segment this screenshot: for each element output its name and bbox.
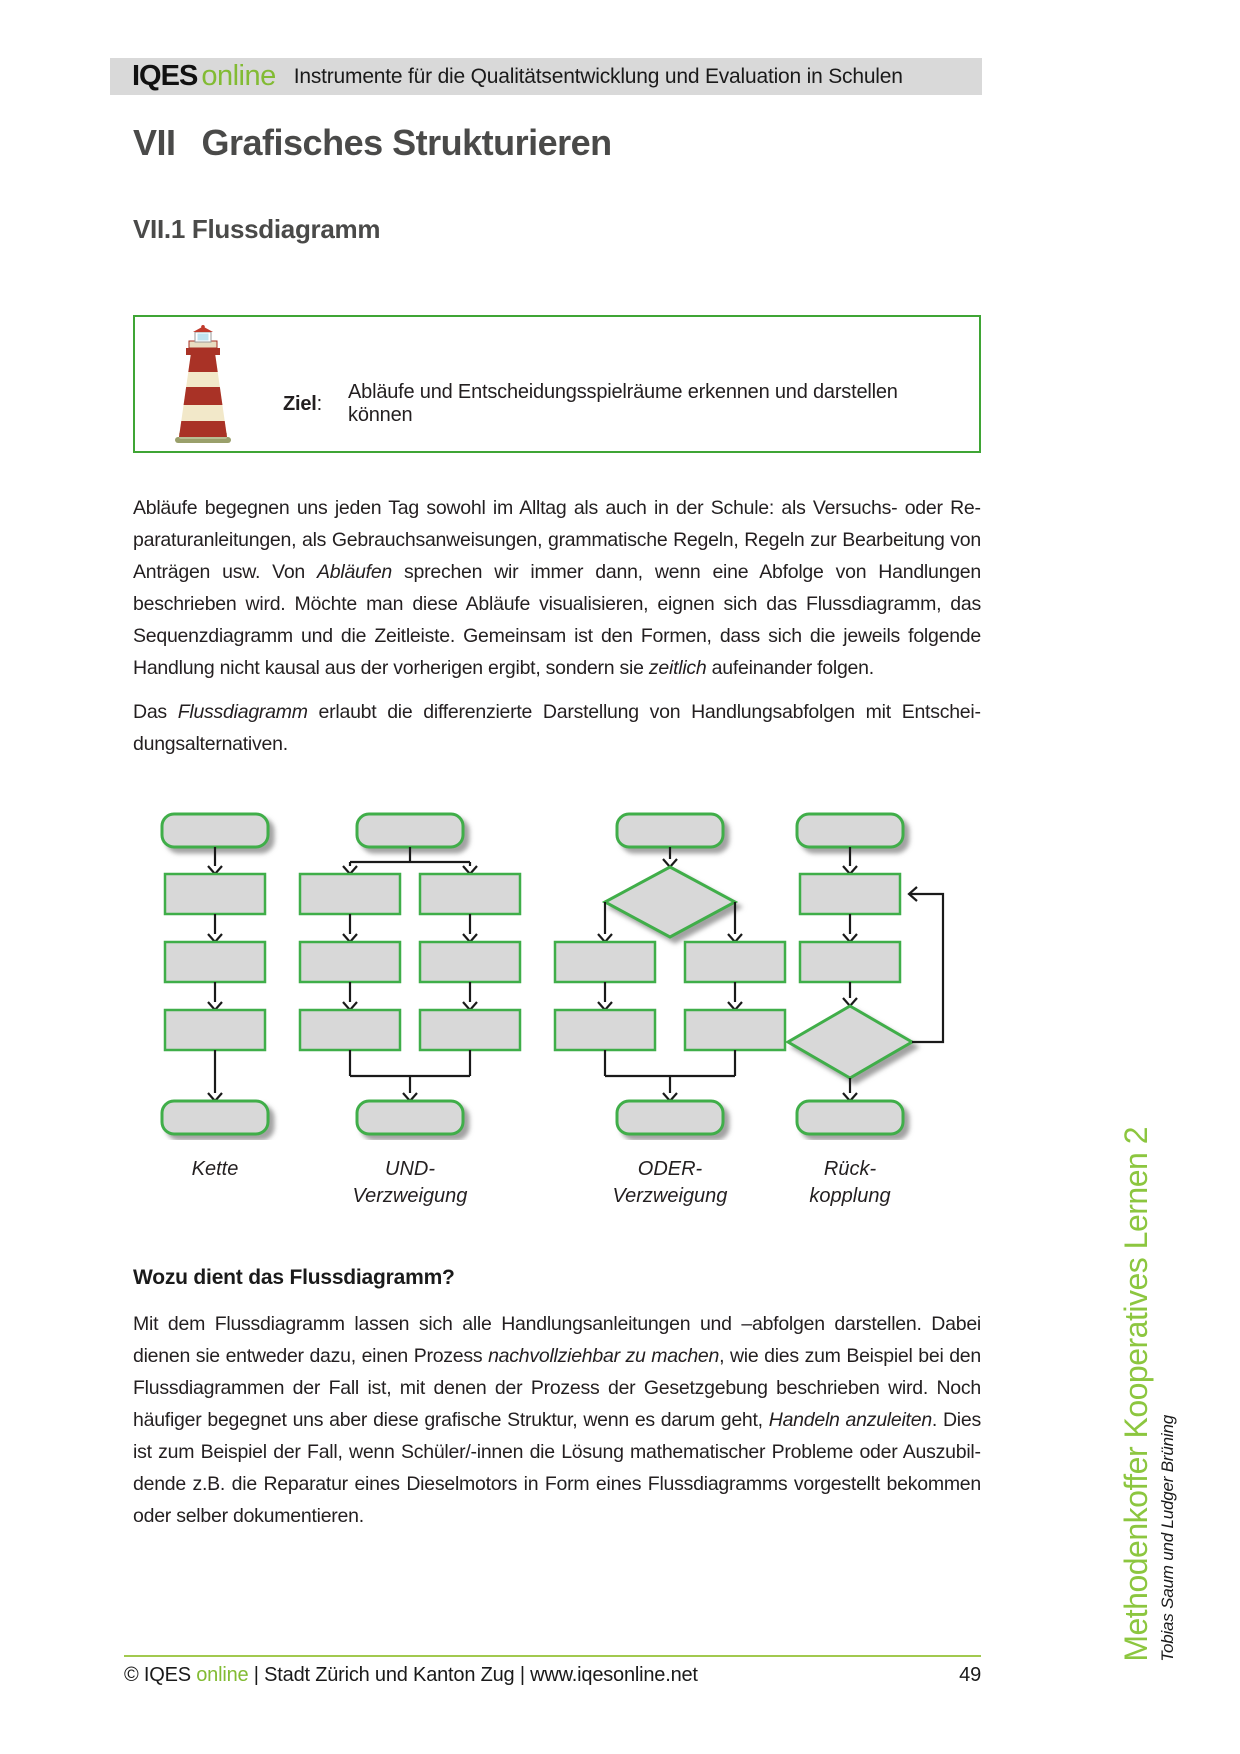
goal-description: Abläufe und Entscheidungsspielräume erkennen und darstellen können bbox=[348, 381, 898, 426]
diagram-label: Kette bbox=[191, 1158, 239, 1180]
process-shape bbox=[300, 942, 400, 982]
paragraph-flussdiagramm: Das Flussdiagramm erlaubt die differenzierte Darstellung von Handlungsabfolgen mit Entscheidungsalternativen. bbox=[133, 701, 981, 755]
goal-text bbox=[283, 337, 965, 471]
flowchart-oder-diagram bbox=[540, 810, 800, 1140]
flowchart-kette bbox=[140, 810, 290, 1183]
goal-label: Ziel bbox=[283, 392, 317, 415]
terminator-shape bbox=[797, 1101, 903, 1134]
process-shape bbox=[300, 1010, 400, 1050]
process-shape bbox=[420, 942, 520, 982]
terminator-shape bbox=[162, 814, 268, 847]
chapter-number: VII bbox=[133, 122, 176, 163]
logo-text-iqes: IQES bbox=[132, 60, 198, 92]
terminator-shape bbox=[357, 814, 463, 847]
flowchart-und-diagram bbox=[290, 810, 530, 1140]
process-shape bbox=[800, 942, 900, 982]
terminator-shape bbox=[162, 1101, 268, 1134]
terminator-shape bbox=[797, 814, 903, 847]
feedback-line bbox=[909, 894, 943, 1042]
series-title-vertical: Methodenkoffer Kooperatives Lernen 2 bbox=[1118, 1127, 1154, 1662]
process-shape bbox=[165, 942, 265, 982]
goal-colon: : bbox=[316, 392, 323, 415]
logo-text-online: online bbox=[201, 60, 276, 92]
sub-heading: Wozu dient das Flussdiagramm? bbox=[133, 1266, 455, 1289]
decision-shape bbox=[788, 1006, 912, 1078]
process-shape bbox=[685, 1010, 785, 1050]
flowchart-kette-diagram bbox=[140, 810, 290, 1140]
process-shape bbox=[555, 1010, 655, 1050]
process-shape bbox=[165, 874, 265, 914]
terminator-shape bbox=[617, 1101, 723, 1134]
paragraph-wozu: Mit dem Flussdiagramm lassen sich alle Handlungsanleitungen und –abfolgen darstellen. Dabei dienen sie entweder dazu, einen Prozess nachvollziehbar zu machen, wie dies zum Beispiel bei den Flussdiagrammen der Fall ist, mit denen der Prozess der Gesetzgebung beschrieben wird. Noch häufiger begegnet uns aber diese grafische Struktur, wenn es darum geht, Handeln anzuleiten. Dies ist zum Beispiel der Fall, wenn Schüler/-innen die Lösung mathematischer Probleme oder Auszubildende z.B. die Reparatur eines Dieselmotors in Form eines Flussdiagramms vorgestellt bekommen oder selber dokumentieren. bbox=[133, 1313, 982, 1527]
flowchart-rueck-diagram bbox=[775, 810, 975, 1140]
diagram-label: UND- Verzweigung bbox=[352, 1158, 468, 1207]
terminator-shape bbox=[617, 814, 723, 847]
header-subtitle: Instrumente für die Qualitätsentwicklung und Evaluation in Schulen bbox=[293, 64, 903, 88]
chapter-title bbox=[133, 122, 612, 164]
process-shape bbox=[165, 1010, 265, 1050]
authors-vertical: Tobias Saum und Ludger Brüning bbox=[1158, 1415, 1177, 1662]
chapter-title-text: Grafisches Strukturieren bbox=[201, 122, 612, 163]
lighthouse-icon bbox=[169, 325, 237, 445]
flowchart-und-verzweigung bbox=[290, 810, 530, 1210]
diagram-label: Rück- kopplung bbox=[809, 1158, 891, 1207]
section-heading: VII.1 Flussdiagramm bbox=[133, 214, 381, 244]
footer bbox=[124, 1664, 981, 1687]
diagram-label: ODER- Verzweigung bbox=[612, 1158, 728, 1207]
flowchart-oder-verzweigung bbox=[540, 810, 800, 1210]
iqes-logo bbox=[132, 60, 276, 93]
goal-box bbox=[133, 315, 981, 453]
flowchart-rueckkopplung bbox=[775, 810, 975, 1210]
process-shape bbox=[555, 942, 655, 982]
terminator-shape bbox=[357, 1101, 463, 1134]
process-shape bbox=[800, 874, 900, 914]
footer-copyright: © IQES online | Stadt Zürich und Kanton Zug | www.iqesonline.net bbox=[124, 1664, 698, 1686]
decision-shape bbox=[605, 867, 735, 937]
process-shape bbox=[685, 942, 785, 982]
process-shape bbox=[420, 1010, 520, 1050]
process-shape bbox=[300, 874, 400, 914]
footer-rule bbox=[124, 1655, 981, 1657]
process-shape bbox=[420, 874, 520, 914]
paragraph-ablaeufe: Abläufe begegnen uns jeden Tag sowohl im Alltag als auch in der Schule: als Versuchs- oder Reparaturanleitungen, als Gebrauchsanweisungen, grammatische Regeln, Regeln zur Bearbeitung von Anträgen usw. Von Abläufen sprechen wir immer dann, wenn eine Abfolge von Handlungen beschrieben wird. Möchte man diese Abläufe visualisieren, eignen sich das Flussdiagramm, das Sequenzdiagramm und die Zeitleiste. Gemeinsam ist den Formen, dass sich die jeweils folgende Handlung nicht kausal aus der vorherigen ergibt, sondern sie zeitlich aufeinander folgen. bbox=[133, 497, 981, 679]
footer-online-word: online bbox=[196, 1664, 249, 1686]
header-bar bbox=[110, 58, 982, 95]
page-number: 49 bbox=[959, 1664, 981, 1686]
